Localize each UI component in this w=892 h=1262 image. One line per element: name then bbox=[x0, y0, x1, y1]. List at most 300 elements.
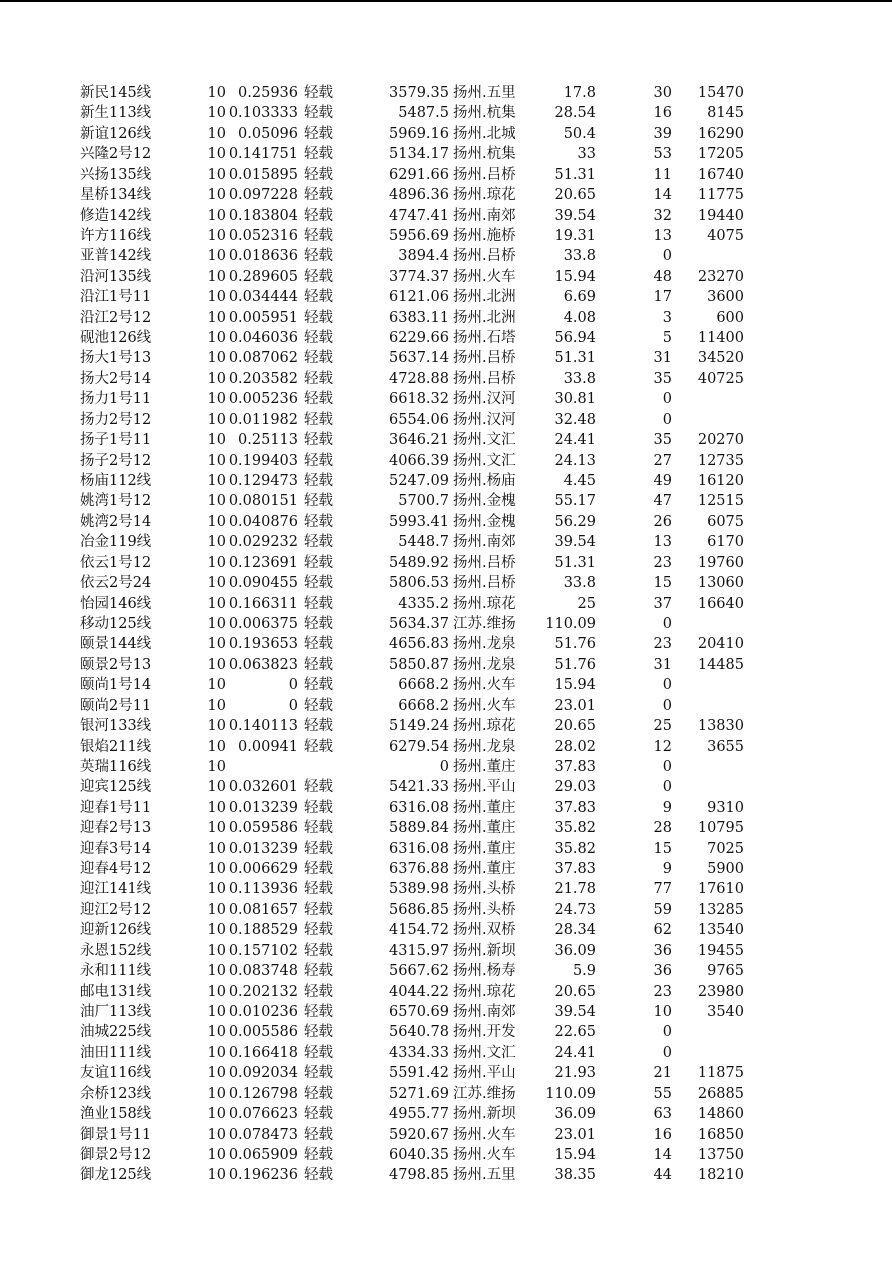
capacity-cell: 4955.77 bbox=[389, 1106, 449, 1123]
value-1-cell: 39.54 bbox=[554, 534, 596, 551]
value-2-cell: 13 bbox=[653, 534, 672, 551]
table-row bbox=[0, 859, 892, 879]
voltage-cell: 10 bbox=[207, 85, 226, 101]
voltage-cell: 10 bbox=[207, 820, 226, 837]
load-status-cell: 轻载 bbox=[304, 105, 333, 122]
table-row bbox=[0, 83, 892, 103]
load-rate-cell: 0.196236 bbox=[228, 1167, 298, 1184]
voltage-cell: 10 bbox=[207, 166, 226, 183]
value-2-cell: 15 bbox=[653, 840, 672, 857]
load-rate-cell: 0.203582 bbox=[228, 370, 298, 387]
line-name-cell: 英瑞116线 bbox=[80, 758, 151, 775]
value-2-cell: 14 bbox=[653, 187, 672, 204]
line-name-cell: 御景2号12 bbox=[80, 1146, 151, 1163]
load-rate-cell: 0.090455 bbox=[228, 575, 298, 592]
load-rate-cell: 0.05096 bbox=[238, 125, 298, 142]
top-border-line bbox=[0, 0, 892, 2]
value-2-cell: 23 bbox=[653, 636, 672, 653]
substation-cell: 扬州.董庄 bbox=[453, 799, 516, 816]
value-1-cell: 23.01 bbox=[554, 1126, 596, 1143]
substation-cell: 扬州.双桥 bbox=[453, 922, 516, 939]
capacity-cell: 0 bbox=[439, 758, 449, 775]
load-rate-cell: 0.076623 bbox=[228, 1106, 298, 1123]
value-1-cell: 37.83 bbox=[554, 799, 596, 816]
table-row bbox=[0, 1165, 892, 1185]
value-1-cell: 25 bbox=[577, 595, 596, 612]
capacity-cell: 4335.2 bbox=[398, 595, 449, 612]
capacity-cell: 6316.08 bbox=[389, 799, 449, 816]
value-1-cell: 37.83 bbox=[554, 861, 596, 878]
value-1-cell: 24.41 bbox=[554, 432, 596, 449]
value-1-cell: 20.65 bbox=[554, 187, 596, 204]
line-name-cell: 御景1号11 bbox=[80, 1126, 151, 1143]
table-row bbox=[0, 471, 892, 491]
voltage-cell: 10 bbox=[207, 513, 226, 530]
load-status-cell: 轻载 bbox=[304, 166, 333, 183]
value-3-cell: 7025 bbox=[707, 840, 744, 857]
value-1-cell: 35.82 bbox=[554, 840, 596, 857]
load-status-cell: 轻载 bbox=[304, 861, 333, 878]
capacity-cell: 4747.41 bbox=[389, 207, 449, 224]
load-rate-cell: 0.078473 bbox=[228, 1126, 298, 1143]
load-status-cell: 轻载 bbox=[304, 1126, 333, 1143]
value-2-cell: 49 bbox=[653, 473, 672, 490]
table-row bbox=[0, 532, 892, 552]
value-1-cell: 110.09 bbox=[545, 1085, 596, 1102]
value-2-cell: 44 bbox=[653, 1167, 672, 1184]
voltage-cell: 10 bbox=[207, 718, 226, 735]
value-3-cell: 16850 bbox=[697, 1126, 744, 1143]
capacity-cell: 5149.24 bbox=[389, 718, 449, 735]
load-status-cell: 轻载 bbox=[304, 697, 333, 714]
load-status-cell: 轻载 bbox=[304, 493, 333, 510]
line-name-cell: 邮电131线 bbox=[80, 983, 151, 1000]
table-row bbox=[0, 961, 892, 981]
line-name-cell: 迎新126线 bbox=[80, 922, 151, 939]
value-2-cell: 62 bbox=[653, 922, 672, 939]
line-name-cell: 颐尚2号11 bbox=[80, 697, 151, 714]
value-1-cell: 36.09 bbox=[554, 942, 596, 959]
load-status-cell: 轻载 bbox=[304, 268, 333, 285]
load-status-cell: 轻载 bbox=[304, 330, 333, 347]
substation-cell: 扬州.吕桥 bbox=[453, 575, 516, 592]
value-1-cell: 15.94 bbox=[554, 1146, 596, 1163]
substation-cell: 扬州.董庄 bbox=[453, 840, 516, 857]
load-rate-cell: 0.188529 bbox=[228, 922, 298, 939]
load-rate-cell: 0.065909 bbox=[228, 1146, 298, 1163]
substation-cell: 扬州.五里 bbox=[453, 1167, 516, 1184]
value-3-cell: 13830 bbox=[697, 718, 744, 735]
capacity-cell: 5920.67 bbox=[389, 1126, 449, 1143]
load-status-cell: 轻载 bbox=[304, 942, 333, 959]
load-rate-cell: 0.25113 bbox=[238, 432, 298, 449]
line-name-cell: 颐尚1号14 bbox=[80, 677, 151, 694]
table-row bbox=[0, 553, 892, 573]
substation-cell: 扬州.琼花 bbox=[453, 187, 516, 204]
value-3-cell: 40725 bbox=[697, 370, 744, 387]
value-2-cell: 0 bbox=[662, 1024, 672, 1041]
voltage-cell: 10 bbox=[207, 636, 226, 653]
capacity-cell: 6383.11 bbox=[389, 309, 449, 326]
line-name-cell: 亚普142线 bbox=[80, 248, 151, 265]
value-3-cell: 10795 bbox=[697, 820, 744, 837]
capacity-cell: 6554.06 bbox=[389, 411, 449, 428]
value-1-cell: 50.4 bbox=[563, 125, 596, 142]
table-row bbox=[0, 675, 892, 695]
load-rate-cell: 0.005586 bbox=[228, 1024, 298, 1041]
voltage-cell: 10 bbox=[207, 677, 226, 694]
voltage-cell: 10 bbox=[207, 125, 226, 142]
load-rate-cell: 0.040876 bbox=[228, 513, 298, 530]
substation-cell: 扬州.吕桥 bbox=[453, 248, 516, 265]
value-1-cell: 20.65 bbox=[554, 983, 596, 1000]
line-name-cell: 移动125线 bbox=[80, 615, 151, 632]
table-row bbox=[0, 818, 892, 838]
value-3-cell: 13540 bbox=[697, 922, 744, 939]
voltage-cell: 10 bbox=[207, 187, 226, 204]
substation-cell: 扬州.北洲 bbox=[453, 309, 516, 326]
load-status-cell: 轻载 bbox=[304, 1044, 333, 1061]
capacity-cell: 5389.98 bbox=[389, 881, 449, 898]
value-1-cell: 24.41 bbox=[554, 1044, 596, 1061]
voltage-cell: 10 bbox=[207, 1024, 226, 1041]
substation-cell: 扬州.汉河 bbox=[453, 391, 516, 408]
value-2-cell: 15 bbox=[653, 575, 672, 592]
load-rate-cell: 0.183804 bbox=[228, 207, 298, 224]
capacity-cell: 5271.69 bbox=[389, 1085, 449, 1102]
load-status-cell: 轻载 bbox=[304, 820, 333, 837]
load-status-cell: 轻载 bbox=[304, 799, 333, 816]
value-1-cell: 37.83 bbox=[554, 758, 596, 775]
line-name-cell: 扬子1号11 bbox=[80, 432, 151, 449]
capacity-cell: 5637.14 bbox=[389, 350, 449, 367]
voltage-cell: 10 bbox=[207, 901, 226, 918]
value-1-cell: 39.54 bbox=[554, 207, 596, 224]
table-row bbox=[0, 798, 892, 818]
capacity-cell: 3894.4 bbox=[398, 248, 449, 265]
load-status-cell: 轻载 bbox=[304, 554, 333, 571]
load-rate-cell: 0.081657 bbox=[228, 901, 298, 918]
load-status-cell: 轻载 bbox=[304, 718, 333, 735]
line-name-cell: 颐景2号13 bbox=[80, 656, 151, 673]
load-status-cell: 轻载 bbox=[304, 227, 333, 244]
voltage-cell: 10 bbox=[207, 473, 226, 490]
voltage-cell: 10 bbox=[207, 738, 226, 755]
value-3-cell: 34520 bbox=[697, 350, 744, 367]
substation-cell: 扬州.杭集 bbox=[453, 105, 516, 122]
line-name-cell: 永恩152线 bbox=[80, 942, 151, 959]
load-rate-cell: 0.013239 bbox=[228, 799, 298, 816]
table-row bbox=[0, 920, 892, 940]
voltage-cell: 10 bbox=[207, 289, 226, 306]
load-status-cell: 轻载 bbox=[304, 473, 333, 490]
voltage-cell: 10 bbox=[207, 656, 226, 673]
line-name-cell: 星桥134线 bbox=[80, 187, 151, 204]
substation-cell: 扬州.平山 bbox=[453, 1065, 516, 1082]
capacity-cell: 5850.87 bbox=[389, 656, 449, 673]
table-row bbox=[0, 757, 892, 777]
value-3-cell: 26885 bbox=[697, 1085, 744, 1102]
load-rate-cell: 0.005951 bbox=[228, 309, 298, 326]
capacity-cell: 5700.7 bbox=[398, 493, 449, 510]
capacity-cell: 3646.21 bbox=[389, 432, 449, 449]
load-rate-cell: 0.166311 bbox=[228, 595, 298, 612]
value-2-cell: 48 bbox=[653, 268, 672, 285]
value-2-cell: 21 bbox=[653, 1065, 672, 1082]
value-1-cell: 33.8 bbox=[563, 248, 596, 265]
value-1-cell: 33.8 bbox=[563, 575, 596, 592]
load-status-cell: 轻载 bbox=[304, 432, 333, 449]
table-row bbox=[0, 573, 892, 593]
table-row bbox=[0, 1022, 892, 1042]
load-rate-cell: 0.013239 bbox=[228, 840, 298, 857]
line-name-cell: 扬大1号13 bbox=[80, 350, 151, 367]
capacity-cell: 5247.09 bbox=[389, 473, 449, 490]
line-name-cell: 扬力2号12 bbox=[80, 411, 151, 428]
value-1-cell: 15.94 bbox=[554, 677, 596, 694]
line-name-cell: 迎春3号14 bbox=[80, 840, 151, 857]
value-2-cell: 47 bbox=[653, 493, 672, 510]
line-name-cell: 许方116线 bbox=[80, 227, 151, 244]
voltage-cell: 10 bbox=[207, 758, 226, 775]
capacity-cell: 5889.84 bbox=[389, 820, 449, 837]
capacity-cell: 4315.97 bbox=[389, 942, 449, 959]
load-status-cell: 轻载 bbox=[304, 146, 333, 163]
line-name-cell: 砚池126线 bbox=[80, 330, 151, 347]
substation-cell: 扬州.吕桥 bbox=[453, 166, 516, 183]
table-row bbox=[0, 982, 892, 1002]
capacity-cell: 5640.78 bbox=[389, 1024, 449, 1041]
value-3-cell: 11775 bbox=[697, 187, 744, 204]
value-1-cell: 6.69 bbox=[563, 289, 596, 306]
voltage-cell: 10 bbox=[207, 370, 226, 387]
capacity-cell: 4044.22 bbox=[389, 983, 449, 1000]
value-1-cell: 30.81 bbox=[554, 391, 596, 408]
voltage-cell: 10 bbox=[207, 432, 226, 449]
load-status-cell: 轻载 bbox=[304, 452, 333, 469]
capacity-cell: 6229.66 bbox=[389, 330, 449, 347]
value-1-cell: 51.76 bbox=[554, 656, 596, 673]
substation-cell: 扬州.杭集 bbox=[453, 146, 516, 163]
value-1-cell: 36.09 bbox=[554, 1106, 596, 1123]
voltage-cell: 10 bbox=[207, 1106, 226, 1123]
load-rate-cell: 0.103333 bbox=[228, 105, 298, 122]
load-rate-cell: 0.034444 bbox=[228, 289, 298, 306]
capacity-cell: 5591.42 bbox=[389, 1065, 449, 1082]
capacity-cell: 5667.62 bbox=[389, 963, 449, 980]
capacity-cell: 5956.69 bbox=[389, 227, 449, 244]
load-status-cell: 轻载 bbox=[304, 309, 333, 326]
substation-cell: 扬州.琼花 bbox=[453, 718, 516, 735]
load-status-cell: 轻载 bbox=[304, 615, 333, 632]
capacity-cell: 5448.7 bbox=[398, 534, 449, 551]
data-sheet bbox=[0, 83, 892, 1186]
value-3-cell: 19440 bbox=[697, 207, 744, 224]
line-name-cell: 颐景144线 bbox=[80, 636, 151, 653]
capacity-cell: 4154.72 bbox=[389, 922, 449, 939]
capacity-cell: 6291.66 bbox=[389, 166, 449, 183]
table-row bbox=[0, 287, 892, 307]
value-2-cell: 25 bbox=[653, 718, 672, 735]
load-status-cell: 轻载 bbox=[304, 534, 333, 551]
load-status-cell: 轻载 bbox=[304, 187, 333, 204]
table-row bbox=[0, 1043, 892, 1063]
line-name-cell: 永和111线 bbox=[80, 963, 151, 980]
capacity-cell: 5806.53 bbox=[389, 575, 449, 592]
value-3-cell: 11875 bbox=[697, 1065, 744, 1082]
voltage-cell: 10 bbox=[207, 146, 226, 163]
value-1-cell: 15.94 bbox=[554, 268, 596, 285]
value-2-cell: 35 bbox=[653, 370, 672, 387]
substation-cell: 扬州.汉河 bbox=[453, 411, 516, 428]
value-2-cell: 3 bbox=[662, 309, 672, 326]
voltage-cell: 10 bbox=[207, 350, 226, 367]
substation-cell: 扬州.琼花 bbox=[453, 983, 516, 1000]
voltage-cell: 10 bbox=[207, 697, 226, 714]
value-1-cell: 28.54 bbox=[554, 105, 596, 122]
load-rate-cell: 0 bbox=[288, 697, 298, 714]
value-1-cell: 4.08 bbox=[563, 309, 596, 326]
value-2-cell: 77 bbox=[653, 881, 672, 898]
substation-cell: 扬州.石塔 bbox=[453, 330, 516, 347]
load-status-cell: 轻载 bbox=[304, 963, 333, 980]
load-status-cell: 轻载 bbox=[304, 922, 333, 939]
value-3-cell: 13750 bbox=[697, 1146, 744, 1163]
value-1-cell: 19.31 bbox=[554, 227, 596, 244]
load-rate-cell: 0.063823 bbox=[228, 656, 298, 673]
line-name-cell: 油城225线 bbox=[80, 1024, 151, 1041]
substation-cell: 扬州.新坝 bbox=[453, 1106, 516, 1123]
substation-cell: 扬州.杨寿 bbox=[453, 963, 516, 980]
substation-cell: 扬州.杨庙 bbox=[453, 473, 516, 490]
value-3-cell: 16290 bbox=[697, 125, 744, 142]
substation-cell: 扬州.南郊 bbox=[453, 534, 516, 551]
value-3-cell: 12515 bbox=[697, 493, 744, 510]
value-3-cell: 20410 bbox=[697, 636, 744, 653]
table-row bbox=[0, 389, 892, 409]
voltage-cell: 10 bbox=[207, 1003, 226, 1020]
value-2-cell: 28 bbox=[653, 820, 672, 837]
voltage-cell: 10 bbox=[207, 963, 226, 980]
value-3-cell: 14485 bbox=[697, 656, 744, 673]
substation-cell: 扬州.金槐 bbox=[453, 513, 516, 530]
load-rate-cell: 0.010236 bbox=[228, 1003, 298, 1020]
capacity-cell: 5487.5 bbox=[398, 105, 449, 122]
load-rate-cell: 0.123691 bbox=[228, 554, 298, 571]
line-name-cell: 扬子2号12 bbox=[80, 452, 151, 469]
load-status-cell: 轻载 bbox=[304, 207, 333, 224]
table-row bbox=[0, 696, 892, 716]
value-1-cell: 21.93 bbox=[554, 1065, 596, 1082]
value-2-cell: 13 bbox=[653, 227, 672, 244]
load-rate-cell: 0.032601 bbox=[228, 779, 298, 796]
capacity-cell: 6618.32 bbox=[389, 391, 449, 408]
value-2-cell: 30 bbox=[653, 85, 672, 101]
substation-cell: 扬州.新坝 bbox=[453, 942, 516, 959]
line-name-cell: 迎江141线 bbox=[80, 881, 151, 898]
load-rate-cell: 0.092034 bbox=[228, 1065, 298, 1082]
value-2-cell: 17 bbox=[653, 289, 672, 306]
table-row bbox=[0, 879, 892, 899]
capacity-cell: 5686.85 bbox=[389, 901, 449, 918]
value-3-cell: 15470 bbox=[697, 85, 744, 101]
table-row bbox=[0, 430, 892, 450]
capacity-cell: 4066.39 bbox=[389, 452, 449, 469]
load-rate-cell: 0.083748 bbox=[228, 963, 298, 980]
value-1-cell: 51.31 bbox=[554, 554, 596, 571]
capacity-cell: 5969.16 bbox=[389, 125, 449, 142]
voltage-cell: 10 bbox=[207, 207, 226, 224]
value-3-cell: 5900 bbox=[707, 861, 744, 878]
value-2-cell: 0 bbox=[662, 391, 672, 408]
load-rate-cell: 0.005236 bbox=[228, 391, 298, 408]
substation-cell: 扬州.董庄 bbox=[453, 861, 516, 878]
voltage-cell: 10 bbox=[207, 411, 226, 428]
value-1-cell: 51.76 bbox=[554, 636, 596, 653]
line-name-cell: 冶金119线 bbox=[80, 534, 151, 551]
line-name-cell: 依云2号24 bbox=[80, 575, 151, 592]
table-row bbox=[0, 491, 892, 511]
value-1-cell: 28.34 bbox=[554, 922, 596, 939]
substation-cell: 扬州.文汇 bbox=[453, 432, 516, 449]
substation-cell: 扬州.火车 bbox=[453, 1146, 516, 1163]
value-1-cell: 23.01 bbox=[554, 697, 596, 714]
value-1-cell: 20.65 bbox=[554, 718, 596, 735]
line-name-cell: 姚湾2号14 bbox=[80, 513, 151, 530]
load-status-cell: 轻载 bbox=[304, 85, 333, 101]
load-rate-cell: 0.199403 bbox=[228, 452, 298, 469]
table-row bbox=[0, 614, 892, 634]
table-row bbox=[0, 594, 892, 614]
table-row bbox=[0, 1104, 892, 1124]
value-1-cell: 22.65 bbox=[554, 1024, 596, 1041]
value-3-cell: 17610 bbox=[697, 881, 744, 898]
voltage-cell: 10 bbox=[207, 615, 226, 632]
value-2-cell: 0 bbox=[662, 411, 672, 428]
value-2-cell: 39 bbox=[653, 125, 672, 142]
value-3-cell: 13285 bbox=[697, 901, 744, 918]
table-row bbox=[0, 410, 892, 430]
load-status-cell: 轻载 bbox=[304, 677, 333, 694]
value-3-cell: 19760 bbox=[697, 554, 744, 571]
line-name-cell: 迎春2号13 bbox=[80, 820, 151, 837]
load-status-cell: 轻载 bbox=[304, 1065, 333, 1082]
table-row bbox=[0, 165, 892, 185]
substation-cell: 扬州.龙泉 bbox=[453, 636, 516, 653]
table-row bbox=[0, 839, 892, 859]
value-1-cell: 33.8 bbox=[563, 370, 596, 387]
table-row bbox=[0, 369, 892, 389]
value-1-cell: 4.45 bbox=[563, 473, 596, 490]
value-2-cell: 27 bbox=[653, 452, 672, 469]
table-row bbox=[0, 1084, 892, 1104]
capacity-cell: 5134.17 bbox=[389, 146, 449, 163]
load-rate-cell: 0.011982 bbox=[228, 411, 298, 428]
value-1-cell: 39.54 bbox=[554, 1003, 596, 1020]
capacity-cell: 5634.37 bbox=[389, 615, 449, 632]
substation-cell: 扬州.火车 bbox=[453, 268, 516, 285]
line-name-cell: 姚湾1号12 bbox=[80, 493, 151, 510]
value-2-cell: 10 bbox=[653, 1003, 672, 1020]
capacity-cell: 3774.37 bbox=[389, 268, 449, 285]
value-2-cell: 0 bbox=[662, 779, 672, 796]
table-row bbox=[0, 144, 892, 164]
value-3-cell: 14860 bbox=[697, 1106, 744, 1123]
substation-cell: 扬州.施桥 bbox=[453, 227, 516, 244]
line-name-cell: 新谊126线 bbox=[80, 125, 151, 142]
substation-cell: 扬州.开发 bbox=[453, 1024, 516, 1041]
value-1-cell: 5.9 bbox=[572, 963, 596, 980]
